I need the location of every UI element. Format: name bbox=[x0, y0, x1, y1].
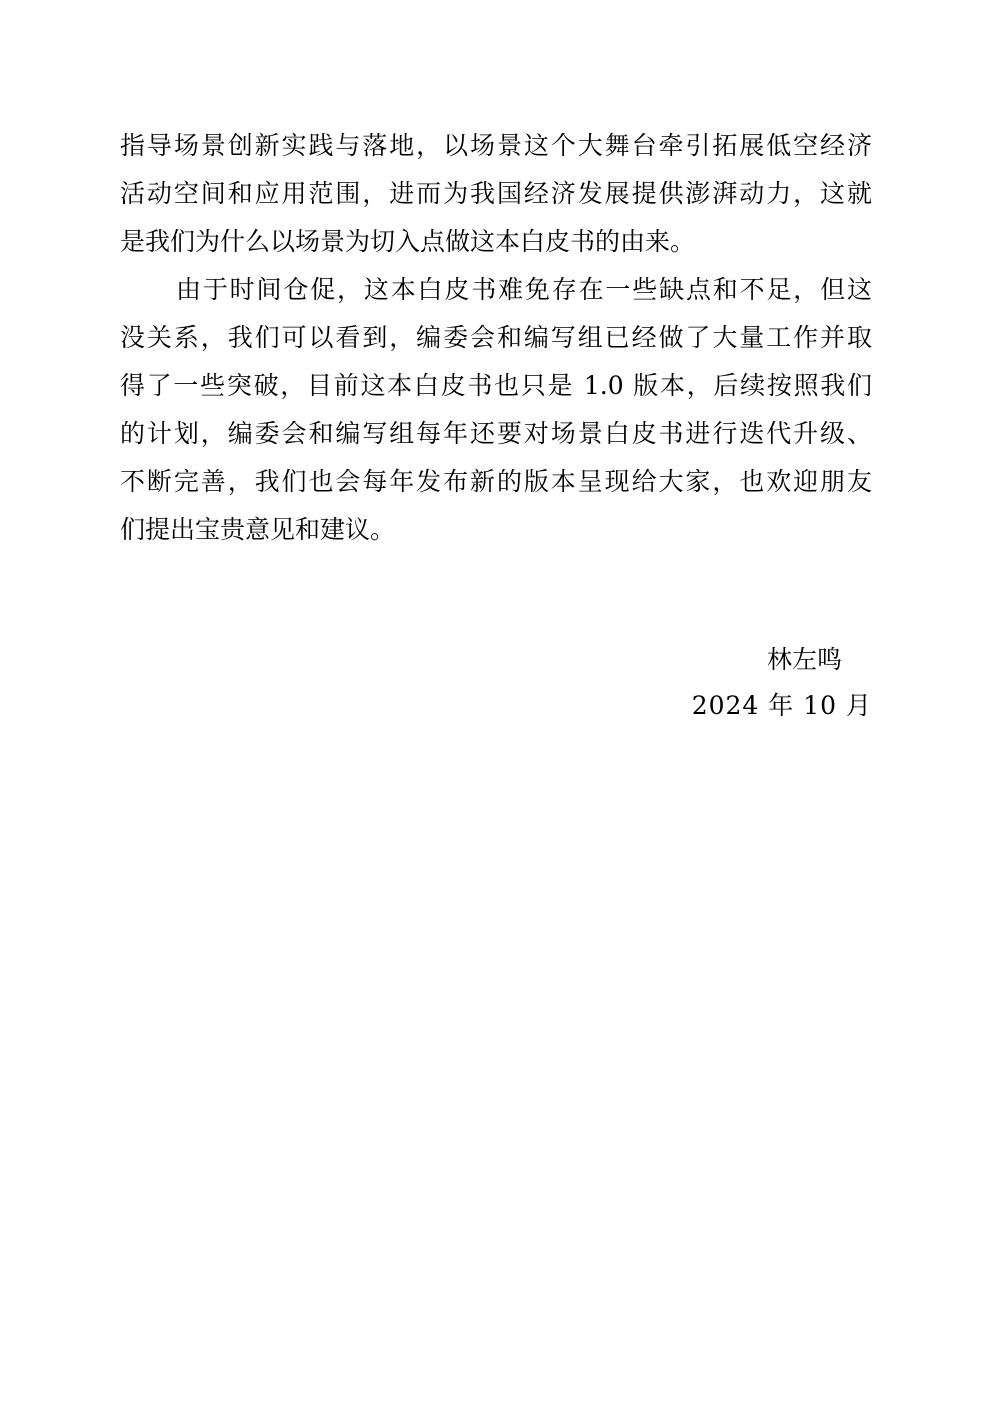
signature-date: 2024 年 10 月 bbox=[691, 691, 872, 720]
paragraph-2 bbox=[120, 266, 872, 554]
paragraph-1 bbox=[120, 122, 872, 266]
text-line: 没关系，我们可以看到，编委会和编写组已经做了大量工作并取 bbox=[120, 323, 872, 352]
signature-author: 林左鸣 bbox=[766, 645, 842, 674]
text-line: 由于时间仓促，这本白皮书难免存在一些缺点和不足，但这 bbox=[176, 275, 872, 304]
text-line: 的计划，编委会和编写组每年还要对场景白皮书进行迭代升级、 bbox=[120, 419, 872, 448]
text-line: 是我们为什么以场景为切入点做这本白皮书的由来。 bbox=[120, 227, 696, 256]
text-line: 得了一些突破，目前这本白皮书也只是 1.0 版本，后续按照我们 bbox=[120, 371, 872, 400]
text-line: 们提出宝贵意见和建议。 bbox=[120, 515, 396, 544]
text-line: 指导场景创新实践与落地，以场景这个大舞台牵引拓展低空经济 bbox=[120, 131, 872, 160]
body-text bbox=[120, 122, 872, 554]
text-line: 不断完善，我们也会每年发布新的版本呈现给大家，也欢迎朋友 bbox=[120, 467, 872, 496]
text-line: 活动空间和应用范围，进而为我国经济发展提供澎湃动力，这就 bbox=[120, 179, 872, 208]
